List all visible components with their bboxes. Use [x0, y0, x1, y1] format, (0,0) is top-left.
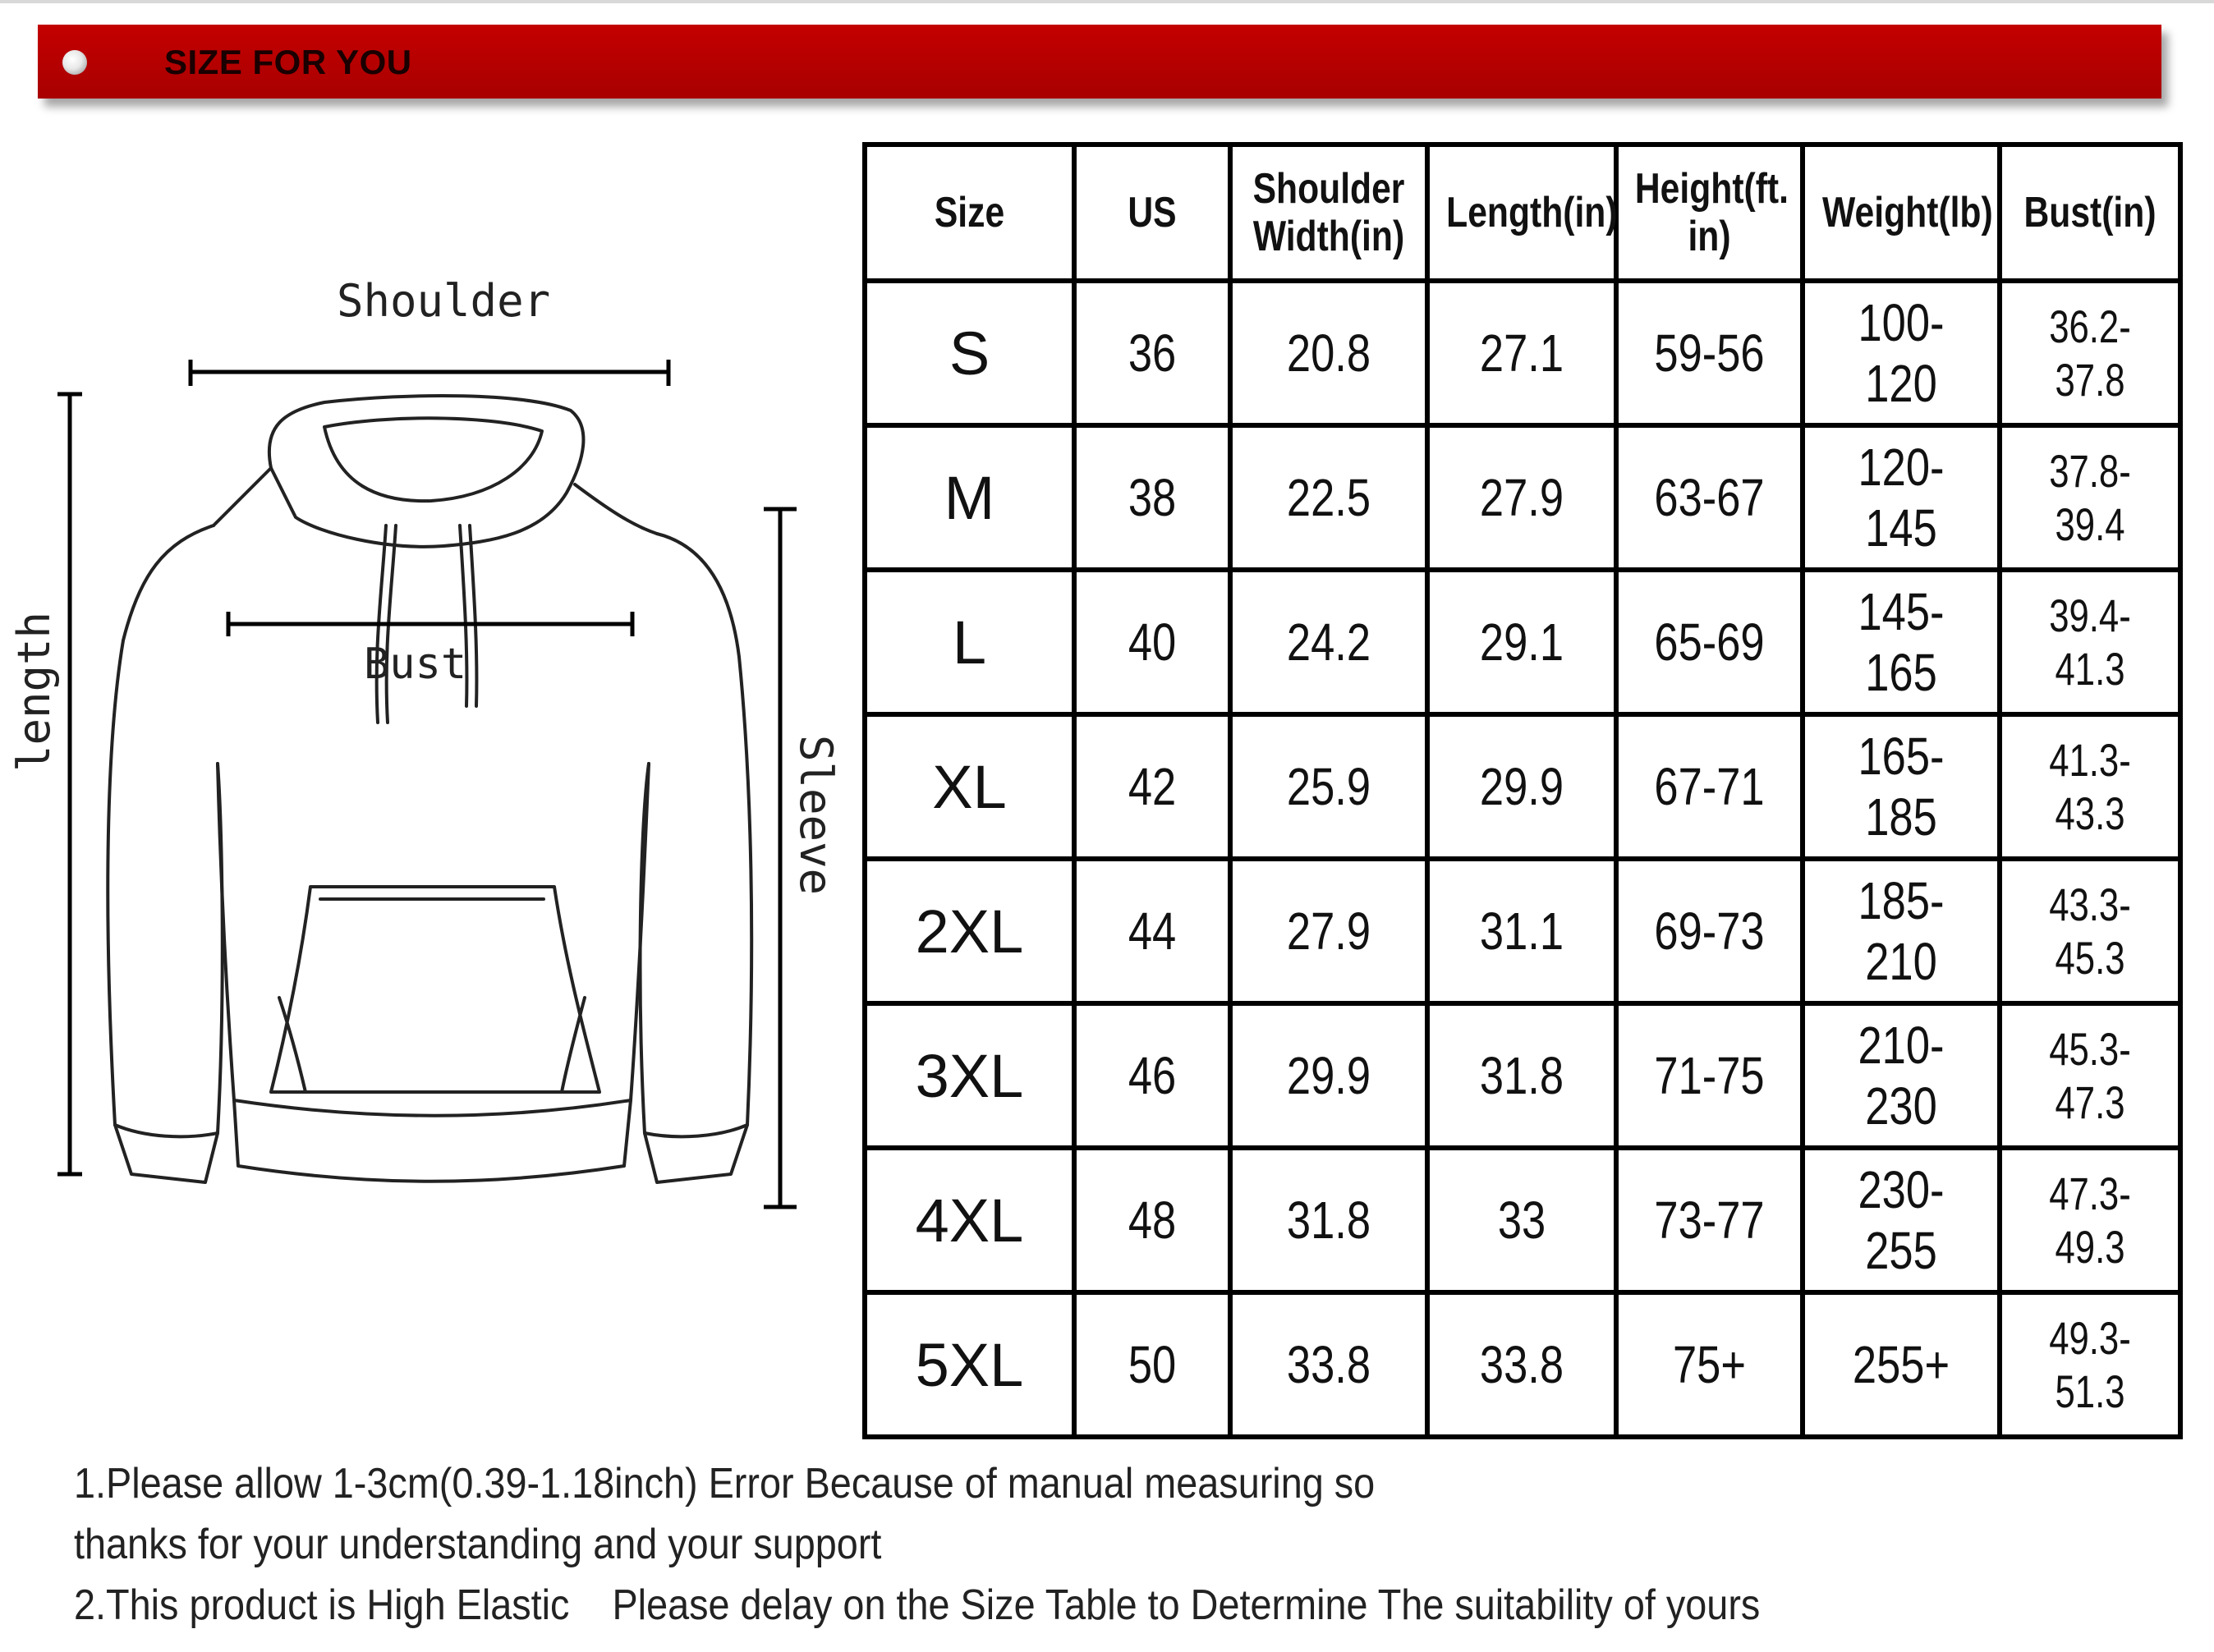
length-measure-line: [57, 394, 82, 1174]
bullet-dot: [62, 50, 87, 75]
notes-block: [74, 1453, 2127, 1636]
cell-weight: 230-255: [1821, 1148, 1982, 1292]
cell-shoulder: 24.2: [1248, 570, 1410, 714]
shoulder-measure-line: [191, 360, 668, 386]
header-weight: Weight(lb): [1821, 145, 1982, 281]
cell-shoulder: 22.5: [1248, 425, 1410, 570]
cell-weight: 185-210: [1821, 859, 1982, 1003]
title-banner: [38, 25, 2161, 99]
cell-length: 31.1: [1445, 859, 1600, 1003]
cell-bust: 47.3-49.3: [2019, 1148, 2161, 1292]
cell-bust: 43.3-45.3: [2019, 859, 2161, 1003]
sleeve-label: Sleeve: [790, 735, 842, 896]
header-length: Length(in): [1445, 145, 1600, 281]
kangaroo-pocket: [271, 887, 599, 1092]
cell-bust: 45.3-47.3: [2019, 1003, 2161, 1148]
shoulder-label: Shoulder: [337, 275, 551, 327]
header-size: Size: [884, 145, 1055, 281]
cell-length: 27.9: [1445, 425, 1600, 570]
header-us: US: [1088, 145, 1216, 281]
cell-size: 4XL: [865, 1148, 1074, 1292]
cell-weight: 100-120: [1821, 281, 1982, 425]
cell-size: S: [865, 281, 1074, 425]
cell-bust: 39.4-41.3: [2019, 570, 2161, 714]
table-row: [865, 425, 2180, 570]
table-row: [865, 859, 2180, 1003]
hoodie-measurement-diagram: [0, 246, 854, 1232]
cell-size: M: [865, 425, 1074, 570]
note-line-1: 1.Please allow 1-3cm(0.39-1.18inch) Error Because of manual measuring so: [74, 1460, 1376, 1507]
cell-us: 42: [1088, 714, 1216, 859]
cell-height: 65-69: [1633, 570, 1785, 714]
cell-us: 48: [1088, 1148, 1216, 1292]
cell-us: 36: [1088, 281, 1216, 425]
cell-bust: 49.3-51.3: [2019, 1292, 2161, 1437]
cell-height: 63-67: [1633, 425, 1785, 570]
cell-weight: 120-145: [1821, 425, 1982, 570]
cell-us: 46: [1088, 1003, 1216, 1148]
cell-shoulder: 29.9: [1248, 1003, 1410, 1148]
cell-weight: 255+: [1821, 1292, 1982, 1437]
cell-size: 3XL: [865, 1003, 1074, 1148]
cell-length: 33.8: [1445, 1292, 1600, 1437]
cell-us: 50: [1088, 1292, 1216, 1437]
cell-shoulder: 20.8: [1248, 281, 1410, 425]
cell-height: 59-56: [1633, 281, 1785, 425]
waistband: [234, 1100, 631, 1182]
cell-length: 31.8: [1445, 1003, 1600, 1148]
bust-measure-line: [228, 612, 632, 636]
cell-size: 2XL: [865, 859, 1074, 1003]
cell-us: 38: [1088, 425, 1216, 570]
header-height: Height(ft. in): [1633, 145, 1785, 281]
header-shoulder-width: Shoulder Width(in): [1248, 145, 1410, 281]
cell-length: 27.1: [1445, 281, 1600, 425]
top-rule: [0, 0, 2214, 3]
table-row: [865, 1292, 2180, 1437]
cell-length: 33: [1445, 1148, 1600, 1292]
header-bust: Bust(in): [2016, 145, 2164, 281]
cell-bust: 36.2-37.8: [2019, 281, 2161, 425]
cell-shoulder: 25.9: [1248, 714, 1410, 859]
right-sleeve: [641, 534, 752, 1182]
cell-size: XL: [865, 714, 1074, 859]
cell-bust: 37.8-39.4: [2019, 425, 2161, 570]
cell-us: 40: [1088, 570, 1216, 714]
cell-size: L: [865, 570, 1074, 714]
cell-weight: 165-185: [1821, 714, 1982, 859]
table-row: [865, 714, 2180, 859]
cell-shoulder: 31.8: [1248, 1148, 1410, 1292]
table-row: [865, 1003, 2180, 1148]
cell-weight: 145-165: [1821, 570, 1982, 714]
cell-length: 29.1: [1445, 570, 1600, 714]
table-row: [865, 570, 2180, 714]
left-sleeve: [108, 525, 222, 1182]
size-chart-table: [862, 142, 2183, 1439]
table-row: [865, 1148, 2180, 1292]
length-label: length: [8, 611, 60, 772]
cell-height: 73-77: [1633, 1148, 1785, 1292]
cell-size: 5XL: [865, 1292, 1074, 1437]
note-line-3: 2.This product is High Elastic Please delay on the Size Table to Determine The suitability of yours: [74, 1581, 1761, 1629]
banner-title: SIZE FOR YOU: [164, 43, 412, 81]
cell-shoulder: 33.8: [1248, 1292, 1410, 1437]
cell-us: 44: [1088, 859, 1216, 1003]
cell-height: 69-73: [1633, 859, 1785, 1003]
cell-height: 71-75: [1633, 1003, 1785, 1148]
cell-length: 29.9: [1445, 714, 1600, 859]
cell-bust: 41.3-43.3: [2019, 714, 2161, 859]
table-row: [865, 281, 2180, 425]
table-header-row: [865, 145, 2180, 281]
cell-height: 67-71: [1633, 714, 1785, 859]
cell-height: 75+: [1633, 1292, 1785, 1437]
cell-weight: 210-230: [1821, 1003, 1982, 1148]
bust-label: Bust: [364, 640, 467, 689]
note-line-2: thanks for your understanding and your support: [74, 1521, 882, 1568]
cell-shoulder: 27.9: [1248, 859, 1410, 1003]
hood-inner: [324, 418, 542, 501]
